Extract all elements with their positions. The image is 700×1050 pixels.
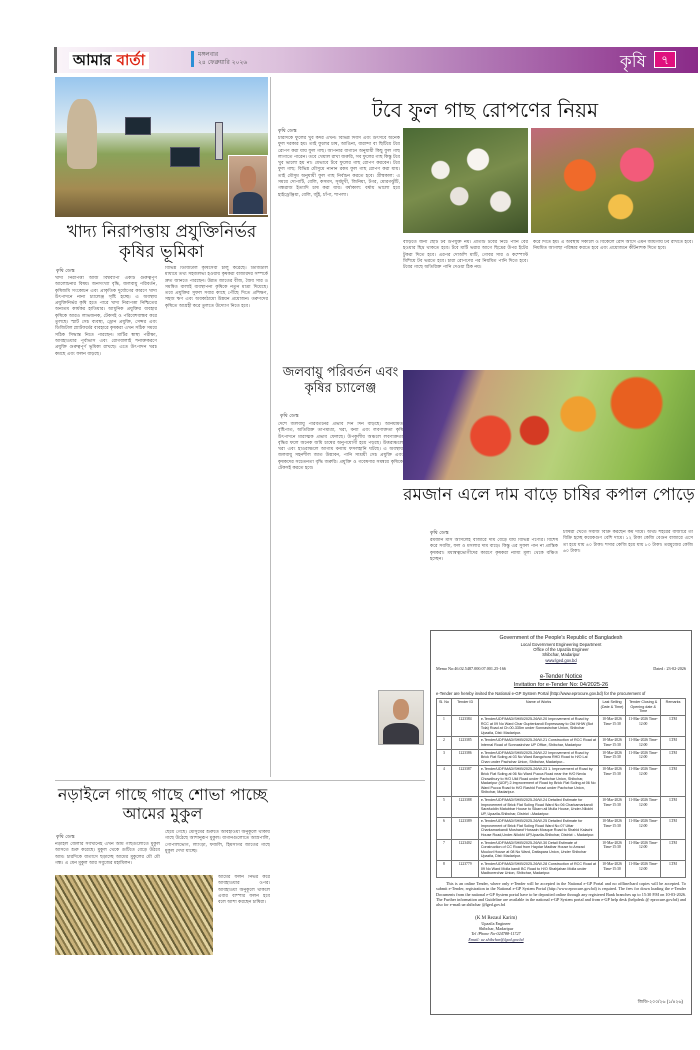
cell-last: 10-Mar-2026 Time-15:30 [598, 861, 625, 878]
cell-sl: 8 [437, 861, 452, 878]
author-portrait [228, 155, 268, 215]
col-tender-id: Tender ID [451, 699, 478, 716]
portrait-shirt [233, 192, 263, 214]
cell-work: e-Tender/UDF/MAD/SHIB/2025-26/W-24 Detailed Estimate for Improvement of Brick Flat Soling Road Ward No 06 Charkamarkandi Sarafuddin Matubbar House to Sikarn ali Mulla House, Under-Nilokhi UP, Upazila-Shibchar, District :-Madaripur. [479, 796, 599, 817]
tender-footer-text: This is an online Tender, where only e-Tender will be accepted in the National e-GP Portal and no offline/hard copies will be accepted. To submit e-Tender, registration in the National e-GP System Portal (http://www.eprocure.gov.bd) is required. The fees for down loading the e-Tender Documents from the national e-GP System portal have to be deposited online through any registered Bank branches up to 15:30 P.M on 10-03-2026. The Further information and Guideline are available in the national e-GP System portal and from e-GP help desk (helpdesk @ eprocure.gov.bd) and also for e-mail:ue.shibchar @lged.gov.bd [436, 880, 686, 908]
vegetable-market-photo [403, 370, 695, 480]
cell-work: e-Tender/UDF/MAD/SHIB/2025-26/W-28 Construction of RCC Road at 09 No Ward Molla kandi BC Road to H/O Shahjahan Molla under Madborerchar Union, Shibchar, Madaripur. [479, 861, 599, 878]
cell-last: 10-Mar-2026 Time-15:30 [598, 737, 625, 749]
official-face [393, 699, 409, 720]
cell-last: 10-Mar-2026 Time-15:30 [598, 766, 625, 797]
tender-intro: e-Tender are hereby invited the National e-GP System Portal (http://www.eprocure.gov.bd) for the procurement of [436, 690, 646, 696]
tender-title: e-Tender Notice [539, 673, 583, 680]
cell-remarks: LTM [661, 716, 686, 737]
ramadan-article-byline: কৃষি ডেস্ক [430, 530, 449, 536]
tech-article-col2: বিভিন্ন ডিজিটাল কৃষিসেবা চালু করেছে। ডিজিটাল মাধ্যমে তথ্য সহজলভ্য হওয়ায় কৃষকরা বাজারদর সম্পর্কে দ্রুত জানতে পারছেন। উন্নত জাতের বীজ, জৈব সার ও সমন্বিত বালাই ব্যবস্থাপনা কৃষিকে নতুন মাত্রা দিয়েছে। তবে প্রযুক্তির সুফল সবার কাছে পৌঁছে দিতে প্রশিক্ষণ, সহজ ঋণ এবং অবকাঠামো উন্নয়ন প্রয়োজন। তরুণদের কৃষিতে আগ্রহী করে তুলতে উদ্যোগ নিতে হবে। [165, 266, 268, 309]
cell-id: 1223384 [451, 716, 478, 737]
mango-article-col3: আমের ফলন নির্ভর করে আবহাওয়ার ওপর। আবহাওয়া অনুকূলে থাকলে এবার বাম্পার ফলন হবে বলে আশা করছেন চাষিরা। [218, 875, 270, 906]
cell-closing: 11-Mar-2026 Time-12:00 [626, 749, 661, 766]
cell-remarks: LTM [661, 737, 686, 749]
cell-closing: 11-Mar-2026 Time-12:00 [626, 818, 661, 839]
table-row [437, 749, 686, 766]
signatory-place: Shibchar, Madaripur [478, 926, 514, 932]
mango-article-col1: নড়াইল জেলার সবখানেই এখন আম গাছগুলোতে মুকুল আসতে শুরু করেছে। মুকুল থেকে গুটিতে বেড়ে উঠবে আম। চারদিকে বাতাসে ছড়াচ্ছে আমের মুকুলের মৌ মৌ গন্ধ। এ যেন মুকুল আর সবুজের মহামিলন। [55, 842, 160, 866]
tender-office: Office of the Upazila Engineer [533, 647, 589, 653]
cell-last: 10-Mar-2026 Time-15:30 [598, 839, 625, 860]
col-name-of-works: Name of Works [479, 699, 599, 716]
farmer-figure [67, 99, 97, 169]
tech-article-byline: কৃষি ডেস্ক [56, 268, 75, 274]
laptop-graphic [170, 147, 200, 167]
col-last-selling: Last Selling (Date & Time) [598, 699, 625, 716]
tender-notice [430, 630, 692, 1015]
logo-word-2: বার্তা [116, 51, 145, 69]
ramadan-article-col1: রমজান মাস আসলেই বাজারে দাম বেড়ে যায় বিভিন্ন পণ্যের। বিশেষ করে সবজি, ফল ও মসলার দাম বাড়ে। কিন্তু এর সুফল পান না প্রান্তিক কৃষকরা। মধ্যস্বত্বভোগীদের কারণে কৃষকরা ন্যায্য মূল্য থেকে বঞ্চিত হচ্ছেন। [430, 538, 558, 562]
flowers-article-byline: কৃষি ডেস্ক [278, 128, 297, 134]
cell-sl: 1 [437, 716, 452, 737]
page-number-badge: ৭ [654, 51, 676, 68]
cell-closing: 11-Mar-2026 Time-12:00 [626, 716, 661, 737]
tech-article-headline[interactable]: খাদ্য নিরাপত্তায় প্রযুক্তিনির্ভর কৃষির ভূমিকা [66, 222, 257, 263]
signatory-email-link[interactable]: Email: ue.shibchar@lged.gov.bd [468, 936, 524, 942]
climate-article-byline: কৃষি ডেস্ক [280, 413, 299, 419]
day-label: মঙ্গলবার [198, 51, 219, 58]
cell-remarks: LTM [661, 796, 686, 817]
signatory-name: (K M Rezaul Karim) [475, 915, 517, 921]
weather-station-graphic [215, 122, 223, 160]
cell-sl: 4 [437, 766, 452, 797]
cell-sl: 3 [437, 749, 452, 766]
ramadan-article-col2: চাষিরা খেতে সবজি বিক্রি করছেন কম দামে। অথচ শহরের বাজারে তা বিক্রি হচ্ছে কয়েকগুণ বেশি দামে। ১২ টাকা কেজি বেগুন বাজারে এসে তা হয়ে যায় ৪০ টাকা। শসার কেজি হয়ে যায় ৮০ টাকা। তরমুজের কেজি ৬০ টাকা। [563, 530, 693, 554]
col-remarks: Remarks [661, 699, 686, 716]
flowers-article-col1: চারদিকে ফুলের খুব কদর এখন। বিভিন্ন দিবস এবং উৎসবে অনেক ফুল দরকার হয়। তাই ফুলের চাষ, আঙিনা, বারান্দা বা ছিটিয়ে টবে রোপণ করা যায় ফুল গাছ। আপনার বাগানে অনুযায়ী কিছু ফুল গাছ লাগাতে পারেন। তবে খেয়াল রাখা জরুরি, সব ফুলের গাছ কিন্তু টবে খুব ভালো হয় না। যেভাবে টবে ফুলের গাছ রোপণ করবেন। টবে ফুল গাছ: বিভিন্ন মৌসুমে নানান রকম ফুল গাছ রোপণ করা যায়। তাই মৌসুম অনুযায়ী ফুল গাছ নির্বাচন করতে হবে। গ্রীষ্মকাল: এ সময়ে দোপাটি, বেলি, কসমস, সূর্যমুখী, জিনিয়া, টগর, মোরগঝুঁটি, গন্ধরাজ ইত্যাদি চাষ করা যায়। বর্ষাকাল: বর্ষায় ভালো হবে হাইড্রেঞ্জিয়া, বেলি, জুঁই, চাঁপা, শাপলা। [278, 136, 400, 198]
cell-sl: 2 [437, 737, 452, 749]
cell-last: 10-Mar-2026 Time-15:30 [598, 749, 625, 766]
cell-work: e-Tender/UDF/MAD/SHIB/2025-26/W-20 Improvement of Road by RCC at 09 No Ward Char Gupterkandi Expressway to Old NHW (Bot Tola) Road at Ch.00-335m under Sonnasirchar Union, Shibchar Upazila, Dist: Madaripur. [479, 716, 599, 737]
mango-article-byline: কৃষি ডেস্ক [56, 834, 75, 840]
mango-article-col2: ছেয়ে গেছে। মৌসুমের শুরুতে আবহাওয়া অনুকূলে থাকায় গাছে উঠেছে আশানুরূপ মুকুল। বাগানগুলোতে আম্রপালি, গোপালভোগ, ল্যাংড়া, ফজলি, হিমসাগর জাতের গাছে মুকুল দেখা যাচ্ছে। [165, 830, 270, 854]
column-divider [270, 77, 271, 777]
cell-last: 10-Mar-2026 Time-15:30 [598, 818, 625, 839]
mango-blossom-photo [55, 875, 213, 955]
cell-id: 1223402 [451, 839, 478, 860]
mango-article-headline[interactable]: নড়াইলে গাছে গাছে শোভা পাচ্ছে আমের মুকুল [57, 785, 268, 824]
tender-location: Shibchar, Madaripur [542, 652, 580, 658]
table-row [437, 796, 686, 817]
table-row [437, 818, 686, 839]
ramadan-article-headline[interactable]: রমজান এলে দাম বাড়ে চাষির কপাল পোড়ে [403, 485, 695, 505]
table-row [437, 839, 686, 860]
signatory-title: Upazila Engineer [481, 921, 511, 927]
signatory-phone: Tel /Phone No-024788-11727 [471, 931, 521, 937]
logo-word-1: আমার [73, 51, 117, 69]
table-row [437, 766, 686, 797]
cell-id: 1223387 [451, 766, 478, 797]
advertisement-ref-number: জিডি-২০০/২৬ (১/৪২৬) [637, 999, 683, 1004]
cell-closing: 11-Mar-2026 Time-12:00 [626, 766, 661, 797]
memo-number: Memo No:46.02.5487.000.07.001.25-166 [436, 665, 506, 671]
cell-work: e-Tender/UDF/MAD/SHIB/2025-26/W-23 1. Improvement of Road by Brick Flat Soling at 06 No Ward Pucca Road near the H/O Nevla Chowdhury to H/O Ukil Road under Pachchar Union, Shibchar, Madaripur (UDF) 2.Improvement of Road by Brick Flat Soling at 06 No Ward Pucca Road to H/O Rashid Forazi under Pachchar Union, Shibchar, Madaripur. [479, 766, 599, 797]
cell-remarks: LTM [661, 766, 686, 797]
official-portrait [378, 690, 424, 745]
col-closing: Tender Closing & Opening date & Time [626, 699, 661, 716]
cell-work: e-Tender/UDF/MAD/SHIB/2025-26/W-25 Detailed Estimate for Improvement of Brick Flat Soling Road Ward No 07 Uttar Charkamarkandi Mosharof Hossain Mosque Road to Shahid Kalachi House Road,Under-Nilokhi UP,Upazila-Shibchar, District :- Madaripur. [479, 818, 599, 839]
flowers-article-headline[interactable]: টবে ফুল গাছ রোপণের নিয়ম [371, 98, 599, 122]
official-suit [383, 723, 420, 744]
cell-closing: 11-Mar-2026 Time-12:00 [626, 796, 661, 817]
portrait-face [240, 166, 255, 190]
cell-id: 1223385 [451, 737, 478, 749]
cell-last: 10-Mar-2026 Time-15:30 [598, 716, 625, 737]
cell-id: 1223388 [451, 796, 478, 817]
cell-closing: 11-Mar-2026 Time-12:00 [626, 861, 661, 878]
cell-work: e-Tender/UDF/MAD/SHIB/2025-26/W-30 Detail Estimate of Construction of CC Road from Haydar Madbar House to Amzad Moulovi House at 08 No Ward, Dattapara Union, Under Shibchar Upazila, Dist: Madaripur. [479, 839, 599, 860]
cell-closing: 11-Mar-2026 Time-12:00 [626, 839, 661, 860]
cell-sl: 6 [437, 818, 452, 839]
tender-gov-line: Government of the People's Republic of Bangladesh [499, 635, 623, 641]
section-divider [55, 780, 425, 781]
cell-remarks: LTM [661, 861, 686, 878]
date-block [191, 51, 247, 67]
flowers-article-col3: করে দিতে হয়। এ অবস্থায় সকালে ও বিকেলে রোদ আসে এমন জায়গায় টব রাখতে হবে। নিয়মিত আগাছা পরিষ্কার করতে হবে এবং প্রয়োজনে কীটনাশক দিতে হবে। [533, 240, 693, 252]
tech-article-col1: খাদ্য নিরাপত্তা আজ বিশ্বব্যাপী একটি গুরুত্বপূর্ণ আলোচনার বিষয়। জনসংখ্যা বৃদ্ধি, জলবায়ু পরিবর্তন, কৃষিজমি সংকোচন এবং প্রাকৃতিক দুর্যোগের কারণে খাদ্য উৎপাদনে নানা চ্যালেঞ্জ সৃষ্টি হচ্ছে। এ অবস্থায় প্রযুক্তিনির্ভর কৃষি হতে পারে খাদ্য নিরাপত্তা নিশ্চিতের অন্যতম কার্যকর হাতিয়ার। আধুনিক প্রযুক্তির ব্যবহার কৃষিকে আরও লাভজনক, টেকসই ও পরিবেশবান্ধব করে তুলছে। স্মার্ট সেচ ব্যবস্থা, ড্রোন প্রযুক্তি, সেন্সর এবং ডিজিটাল প্ল্যাটফর্মের ব্যবহারে কৃষকরা এখন সঠিক সময়ে সঠিক সিদ্ধান্ত নিতে পারছেন। মাটির স্বাস্থ্য পরীক্ষা, আবহাওয়ার পূর্বাভাস এবং রোগবালাই শনাক্তকরণে প্রযুক্তি গুরুত্বপূর্ণ ভূমিকা রাখছে। এতে উৎপাদন খরচ কমছে এবং ফলন বাড়ছে। [55, 276, 157, 357]
cell-remarks: LTM [661, 749, 686, 766]
cell-work: e-Tender/UDF/MAD/SHIB/2025-26/W-21 Construction of RCC Road at Internal Road of Sonnasirchar UP Office, Shibchar, Madaripur [479, 737, 599, 749]
memo-date: Dated : 23-02-2026 [653, 665, 686, 671]
colorful-flowers-photo [531, 128, 694, 233]
section-title: কৃষি [619, 52, 646, 72]
table-row [437, 737, 686, 749]
cell-id: 1223386 [451, 749, 478, 766]
tender-table [436, 698, 686, 878]
masthead [54, 47, 698, 73]
signature-block [436, 916, 556, 942]
flowers-article-col2: বাড়িতে জন্য ছোট টব উপযুক্ত নয়। প্রতিটি টবের নিচে পানি বের হওয়ার ছিদ্র থাকতে হবে। টবে মাটি ভরার আগে ছিদ্রের উপর ইটের টুকরা দিতে হবে। এরপর দোআঁশ মাটি, গোবর সার ও কম্পোস্ট মিশিয়ে টব ভরতে হবে। চারা রোপণের পর নিয়মিত পানি দিতে হবে। টবের গাছে অতিরিক্ত পানি দেওয়া ঠিক নয়। [403, 240, 528, 271]
table-row [437, 861, 686, 878]
tender-table-header [437, 699, 686, 716]
tablet-graphic [125, 117, 151, 135]
cell-id: 1223389 [451, 818, 478, 839]
cell-sl: 5 [437, 796, 452, 817]
tender-website-link[interactable]: www.lged.gov.bd [545, 657, 577, 663]
cell-last: 10-Mar-2026 Time-15:30 [598, 796, 625, 817]
newspaper-logo[interactable] [69, 52, 149, 69]
cell-work: e-Tender/UDF/MAD/SHIB/2025-26/W-22 Improvement of Road by Brick Flat Soling at 03 No Ward Bangchora RHD Road to H/O Lal Chan under Pachchar Union, Shibchar, Madaripur.- [479, 749, 599, 766]
cell-id: 1223779 [451, 861, 478, 878]
tender-invitation: Invitation for e-Tender No: 04/2025-26 [513, 681, 609, 688]
white-flowers-photo [403, 128, 528, 233]
climate-article-headline[interactable]: জলবায়ু পরিবর্তন এবং কৃষির চ্যালেঞ্জ [282, 365, 399, 396]
tender-dept: Local Government Engineering Department [520, 642, 602, 647]
date-label: ২৪ ফেব্রুয়ারি ২০২৬ [198, 59, 248, 66]
cell-closing: 11-Mar-2026 Time-12:00 [626, 737, 661, 749]
cell-remarks: LTM [661, 839, 686, 860]
col-sl: Sl. No [437, 699, 452, 716]
cell-sl: 7 [437, 839, 452, 860]
memo-row [436, 666, 686, 671]
climate-article-col1: দেশে জলবায়ু পরিবর্তনের প্রভাব দিন দিন বাড়ছে। অনিয়মিত বৃষ্টিপাত, অতিরিক্ত তাপমাত্রা, খরা, বন্যা এবং লবণাক্ততা কৃষি উৎপাদনে মারাত্মক প্রভাব ফেলছে। উপকূলীয় অঞ্চলে লবণাক্ততা বৃদ্ধির ফলে অনেক জমি চাষের অনুপযোগী হয়ে পড়ছে। উত্তরাঞ্চলে খরা এবং হাওরাঞ্চলে আগাম বন্যায় ফসলহানি ঘটছে। এ অবস্থায় জলবায়ু সহনশীল জাত উদ্ভাবন, পানি সাশ্রয়ী সেচ প্রযুক্তি এবং কৃষকদের সচেতনতা বৃদ্ধি জরুরি। প্রযুক্তি ও গবেষণার সমন্বয়ে কৃষিকে টেকসই করতে হবে। [278, 422, 403, 472]
table-row [437, 716, 686, 737]
cell-remarks: LTM [661, 818, 686, 839]
